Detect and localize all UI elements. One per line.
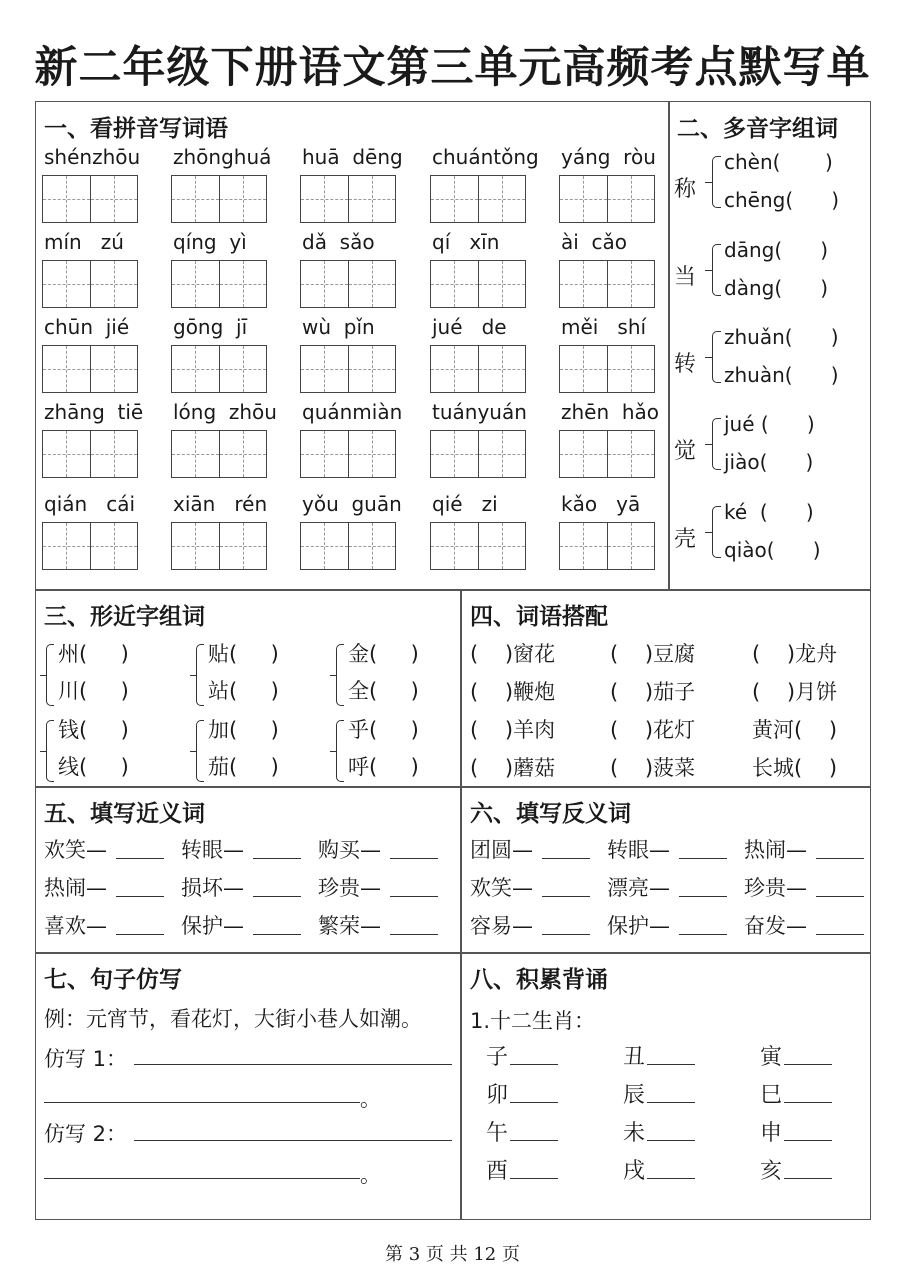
tianzige-cell[interactable] xyxy=(431,346,478,392)
tianzige-cell[interactable] xyxy=(431,176,478,222)
brace-icon xyxy=(46,644,54,706)
answer-line[interactable] xyxy=(679,858,727,859)
zodiac-animal: 午 xyxy=(486,1121,509,1146)
xingjin-word[interactable]: 线( ) xyxy=(58,755,129,779)
tianzige-cell[interactable] xyxy=(90,261,137,307)
xingjin-word[interactable]: 川( ) xyxy=(58,679,129,703)
tianzige-box[interactable] xyxy=(430,522,526,570)
tianzige-box[interactable] xyxy=(171,260,267,308)
answer-line[interactable] xyxy=(116,896,164,897)
pinyin-label: yáng ròu xyxy=(561,145,656,169)
tianzige-cell[interactable] xyxy=(90,176,137,222)
pinyin-label: qié zi xyxy=(432,492,498,516)
dapei-item[interactable]: ( )豆腐 xyxy=(610,642,696,666)
brace-icon xyxy=(712,156,721,208)
answer-line[interactable] xyxy=(510,1178,558,1179)
answer-line[interactable] xyxy=(816,934,864,935)
answer-line[interactable] xyxy=(134,1140,452,1141)
tianzige-cell[interactable] xyxy=(43,176,90,222)
answer-line[interactable] xyxy=(647,1140,695,1141)
tianzige-cell[interactable] xyxy=(431,523,478,569)
tianzige-cell[interactable] xyxy=(90,523,137,569)
imitation-label-1: 仿写 1： xyxy=(44,1047,128,1071)
duoyin-char: 壳 xyxy=(674,527,697,552)
pinyin-label: zhēn hǎo xyxy=(561,400,660,424)
tianzige-cell[interactable] xyxy=(172,346,219,392)
pinyin-label: dǎ sǎo xyxy=(302,230,375,254)
section-title-dapei: 四、词语搭配 xyxy=(470,604,608,630)
zodiac-heading: 1.十二生肖： xyxy=(470,1009,596,1033)
tianzige-box[interactable] xyxy=(559,345,655,393)
tianzige-cell[interactable] xyxy=(301,346,348,392)
brace-icon xyxy=(336,720,344,782)
fanyi-word: 保护— xyxy=(607,914,670,938)
tianzige-cell[interactable] xyxy=(219,431,266,477)
tianzige-box[interactable] xyxy=(559,175,655,223)
tianzige-box[interactable] xyxy=(171,430,267,478)
answer-line[interactable] xyxy=(647,1102,695,1103)
zodiac-animal: 丑 xyxy=(623,1045,646,1070)
period-mark: 。 xyxy=(360,1087,381,1111)
answer-line[interactable] xyxy=(542,896,590,897)
brace-icon xyxy=(46,720,54,782)
jinyi-word: 欢笑— xyxy=(44,838,107,862)
tianzige-cell[interactable] xyxy=(431,261,478,307)
tianzige-cell[interactable] xyxy=(478,176,525,222)
tianzige-cell[interactable] xyxy=(301,523,348,569)
section-title-duoyin: 二、多音字组词 xyxy=(677,116,838,142)
divider xyxy=(35,952,871,954)
zodiac-animal: 未 xyxy=(623,1121,646,1146)
tianzige-box[interactable] xyxy=(171,345,267,393)
answer-line[interactable] xyxy=(510,1140,558,1141)
answer-line[interactable] xyxy=(816,896,864,897)
jinyi-word: 喜欢— xyxy=(44,914,107,938)
pinyin-label: jué de xyxy=(432,315,507,339)
pinyin-label: qí xīn xyxy=(432,230,500,254)
xingjin-word[interactable]: 茄( ) xyxy=(208,755,279,779)
answer-line[interactable] xyxy=(390,858,438,859)
tianzige-cell[interactable] xyxy=(219,261,266,307)
duoyin-char: 转 xyxy=(674,352,697,377)
tianzige-box[interactable] xyxy=(171,522,267,570)
answer-line[interactable] xyxy=(44,1178,360,1179)
jinyi-word: 繁荣— xyxy=(318,914,381,938)
zodiac-animal: 寅 xyxy=(760,1045,783,1070)
pinyin-label: lóng zhōu xyxy=(173,400,277,424)
answer-line[interactable] xyxy=(784,1102,832,1103)
answer-line[interactable] xyxy=(679,934,727,935)
tianzige-cell[interactable] xyxy=(219,346,266,392)
jinyi-word: 转眼— xyxy=(181,838,244,862)
fanyi-word: 珍贵— xyxy=(744,876,807,900)
answer-line[interactable] xyxy=(510,1064,558,1065)
answer-line[interactable] xyxy=(784,1140,832,1141)
tianzige-cell[interactable] xyxy=(560,176,607,222)
xingjin-word[interactable]: 乎( ) xyxy=(348,718,419,742)
pinyin-label: chuántǒng xyxy=(432,145,539,169)
duoyin-reading[interactable]: qiào( ) xyxy=(724,538,821,562)
dapei-item[interactable]: ( )窗花 xyxy=(470,642,556,666)
duoyin-reading[interactable]: zhuàn( ) xyxy=(724,363,839,387)
dapei-item[interactable]: ( )花灯 xyxy=(610,718,696,742)
fanyi-word: 转眼— xyxy=(607,838,670,862)
zodiac-animal: 子 xyxy=(486,1045,509,1070)
pinyin-label: yǒu guān xyxy=(302,492,402,516)
fanyi-word: 热闹— xyxy=(744,838,807,862)
fanyi-word: 容易— xyxy=(470,914,533,938)
tianzige-cell[interactable] xyxy=(43,346,90,392)
pinyin-label: kǎo yā xyxy=(561,492,641,516)
section-title-jilei: 八、积累背诵 xyxy=(470,967,608,993)
answer-line[interactable] xyxy=(784,1064,832,1065)
section-title-fanyi: 六、填写反义词 xyxy=(470,801,631,827)
jinyi-word: 损坏— xyxy=(181,876,244,900)
tianzige-box[interactable] xyxy=(300,345,396,393)
tianzige-cell[interactable] xyxy=(348,431,395,477)
tianzige-box[interactable] xyxy=(430,260,526,308)
fanyi-word: 奋发— xyxy=(744,914,807,938)
tianzige-cell[interactable] xyxy=(43,523,90,569)
tianzige-cell[interactable] xyxy=(301,431,348,477)
xingjin-word[interactable]: 州( ) xyxy=(58,642,129,666)
answer-line[interactable] xyxy=(253,934,301,935)
xingjin-word[interactable]: 站( ) xyxy=(208,679,279,703)
tianzige-box[interactable] xyxy=(42,345,138,393)
divider xyxy=(668,101,670,590)
section-title-fangxie: 七、句子仿写 xyxy=(44,967,182,993)
answer-line[interactable] xyxy=(784,1178,832,1179)
imitation-label-2: 仿写 2： xyxy=(44,1122,128,1146)
zodiac-animal: 辰 xyxy=(623,1083,646,1108)
pinyin-label: chūn jié xyxy=(44,315,130,339)
dapei-item[interactable]: ( )茄子 xyxy=(610,680,696,704)
pinyin-label: quánmiàn xyxy=(302,400,403,424)
duoyin-reading[interactable]: dàng( ) xyxy=(724,276,829,300)
answer-line[interactable] xyxy=(510,1102,558,1103)
brace-icon xyxy=(196,644,204,706)
tianzige-box[interactable] xyxy=(559,522,655,570)
tianzige-cell[interactable] xyxy=(478,346,525,392)
answer-line[interactable] xyxy=(390,896,438,897)
dapei-item[interactable]: ( )月饼 xyxy=(752,680,838,704)
tianzige-cell[interactable] xyxy=(560,431,607,477)
zodiac-animal: 酉 xyxy=(486,1159,509,1184)
answer-line[interactable] xyxy=(647,1178,695,1179)
section-title-xingjin: 三、形近字组词 xyxy=(44,604,205,630)
zodiac-animal: 卯 xyxy=(486,1083,509,1108)
dapei-item[interactable]: ( )龙舟 xyxy=(752,642,838,666)
tianzige-box[interactable] xyxy=(430,345,526,393)
xingjin-word[interactable]: 钱( ) xyxy=(58,718,129,742)
jinyi-word: 珍贵— xyxy=(318,876,381,900)
duoyin-reading[interactable]: dāng( ) xyxy=(724,238,829,262)
brace-icon xyxy=(712,418,721,470)
answer-line[interactable] xyxy=(116,934,164,935)
example-sentence: 例：元宵节，看花灯，大街小巷人如潮。 xyxy=(44,1007,422,1031)
tianzige-box[interactable] xyxy=(42,522,138,570)
duoyin-reading[interactable]: jué ( ) xyxy=(724,412,815,436)
dapei-item[interactable]: ( )菠菜 xyxy=(610,756,696,780)
pinyin-label: měi shí xyxy=(561,315,647,339)
tianzige-cell[interactable] xyxy=(43,261,90,307)
tianzige-box[interactable] xyxy=(300,430,396,478)
tianzige-cell[interactable] xyxy=(301,176,348,222)
divider xyxy=(35,589,871,591)
answer-line[interactable] xyxy=(542,858,590,859)
tianzige-cell[interactable] xyxy=(348,346,395,392)
answer-line[interactable] xyxy=(253,858,301,859)
tianzige-cell[interactable] xyxy=(560,261,607,307)
tianzige-cell[interactable] xyxy=(219,176,266,222)
duoyin-char: 觉 xyxy=(674,439,697,464)
jinyi-word: 热闹— xyxy=(44,876,107,900)
tianzige-cell[interactable] xyxy=(560,523,607,569)
tianzige-box[interactable] xyxy=(300,522,396,570)
brace-icon xyxy=(712,244,721,296)
tianzige-cell[interactable] xyxy=(607,431,654,477)
dapei-item[interactable]: 长城( ) xyxy=(752,756,838,780)
duoyin-reading[interactable]: zhuǎn( ) xyxy=(724,325,839,349)
tianzige-cell[interactable] xyxy=(172,176,219,222)
tianzige-box[interactable] xyxy=(430,175,526,223)
tianzige-cell[interactable] xyxy=(607,346,654,392)
zodiac-animal: 亥 xyxy=(760,1159,783,1184)
pinyin-label: gōng jī xyxy=(173,315,248,339)
zodiac-animal: 巳 xyxy=(760,1083,783,1108)
jinyi-word: 购买— xyxy=(318,838,381,862)
duoyin-reading[interactable]: jiào( ) xyxy=(724,450,814,474)
tianzige-cell[interactable] xyxy=(90,431,137,477)
tianzige-cell[interactable] xyxy=(478,261,525,307)
tianzige-cell[interactable] xyxy=(172,261,219,307)
tianzige-cell[interactable] xyxy=(431,431,478,477)
pinyin-label: mín zú xyxy=(44,230,124,254)
period-mark: 。 xyxy=(360,1163,381,1187)
tianzige-cell[interactable] xyxy=(560,346,607,392)
duoyin-reading[interactable]: ké ( ) xyxy=(724,500,814,524)
pinyin-label: qíng yì xyxy=(173,230,247,254)
brace-icon xyxy=(336,644,344,706)
brace-icon xyxy=(196,720,204,782)
pinyin-label: huā dēng xyxy=(302,145,403,169)
divider xyxy=(460,589,462,1220)
pinyin-label: ài cǎo xyxy=(561,230,628,254)
tianzige-box[interactable] xyxy=(559,260,655,308)
pinyin-label: xiān rén xyxy=(173,492,268,516)
xingjin-word[interactable]: 贴( ) xyxy=(208,642,279,666)
duoyin-char: 当 xyxy=(674,265,697,290)
page-title: 新二年级下册语文第三单元高频考点默写单 xyxy=(34,43,871,93)
tianzige-box[interactable] xyxy=(430,430,526,478)
answer-line[interactable] xyxy=(253,896,301,897)
pinyin-label: qián cái xyxy=(44,492,136,516)
tianzige-cell[interactable] xyxy=(478,431,525,477)
dapei-item[interactable]: ( )羊肉 xyxy=(470,718,556,742)
tianzige-cell[interactable] xyxy=(607,261,654,307)
answer-line[interactable] xyxy=(542,934,590,935)
tianzige-box[interactable] xyxy=(559,430,655,478)
xingjin-word[interactable]: 呼( ) xyxy=(348,755,419,779)
answer-line[interactable] xyxy=(679,896,727,897)
tianzige-cell[interactable] xyxy=(219,523,266,569)
answer-line[interactable] xyxy=(44,1102,360,1103)
pinyin-label: shénzhōu xyxy=(44,145,141,169)
tianzige-cell[interactable] xyxy=(172,523,219,569)
tianzige-box[interactable] xyxy=(300,175,396,223)
divider xyxy=(35,786,871,788)
section-title-pinyin: 一、看拼音写词语 xyxy=(44,116,228,142)
tianzige-cell[interactable] xyxy=(607,523,654,569)
page-number: 第 3 页 共 12 页 xyxy=(385,1244,520,1265)
tianzige-box[interactable] xyxy=(171,175,267,223)
section-title-jinyi: 五、填写近义词 xyxy=(44,801,205,827)
tianzige-cell[interactable] xyxy=(348,261,395,307)
answer-line[interactable] xyxy=(816,858,864,859)
fanyi-word: 欢笑— xyxy=(470,876,533,900)
brace-icon xyxy=(712,331,721,383)
tianzige-cell[interactable] xyxy=(301,261,348,307)
pinyin-label: tuányuán xyxy=(432,400,527,424)
tianzige-box[interactable] xyxy=(300,260,396,308)
jinyi-word: 保护— xyxy=(181,914,244,938)
dapei-item[interactable]: 黄河( ) xyxy=(752,718,838,742)
tianzige-cell[interactable] xyxy=(43,431,90,477)
fanyi-word: 团圆— xyxy=(470,838,533,862)
tianzige-cell[interactable] xyxy=(348,523,395,569)
xingjin-word[interactable]: 金( ) xyxy=(348,642,419,666)
dapei-item[interactable]: ( )蘑菇 xyxy=(470,756,556,780)
tianzige-cell[interactable] xyxy=(172,431,219,477)
duoyin-reading[interactable]: chèn( ) xyxy=(724,150,833,174)
duoyin-reading[interactable]: chēng( ) xyxy=(724,188,840,212)
brace-icon xyxy=(712,506,721,558)
answer-line[interactable] xyxy=(116,858,164,859)
tianzige-cell[interactable] xyxy=(607,176,654,222)
pinyin-label: zhāng tiē xyxy=(44,400,144,424)
pinyin-label: wù pǐn xyxy=(302,315,375,339)
tianzige-box[interactable] xyxy=(42,260,138,308)
duoyin-char: 称 xyxy=(674,177,697,202)
answer-line[interactable] xyxy=(390,934,438,935)
xingjin-word[interactable]: 加( ) xyxy=(208,718,279,742)
tianzige-box[interactable] xyxy=(42,175,138,223)
zodiac-animal: 申 xyxy=(760,1121,783,1146)
xingjin-word[interactable]: 全( ) xyxy=(348,679,419,703)
dapei-item[interactable]: ( )鞭炮 xyxy=(470,680,556,704)
answer-line[interactable] xyxy=(134,1064,452,1065)
tianzige-cell[interactable] xyxy=(90,346,137,392)
fanyi-word: 漂亮— xyxy=(607,876,670,900)
tianzige-cell[interactable] xyxy=(478,523,525,569)
tianzige-box[interactable] xyxy=(42,430,138,478)
zodiac-animal: 戌 xyxy=(623,1159,646,1184)
pinyin-label: zhōnghuá xyxy=(173,145,272,169)
answer-line[interactable] xyxy=(647,1064,695,1065)
tianzige-cell[interactable] xyxy=(348,176,395,222)
